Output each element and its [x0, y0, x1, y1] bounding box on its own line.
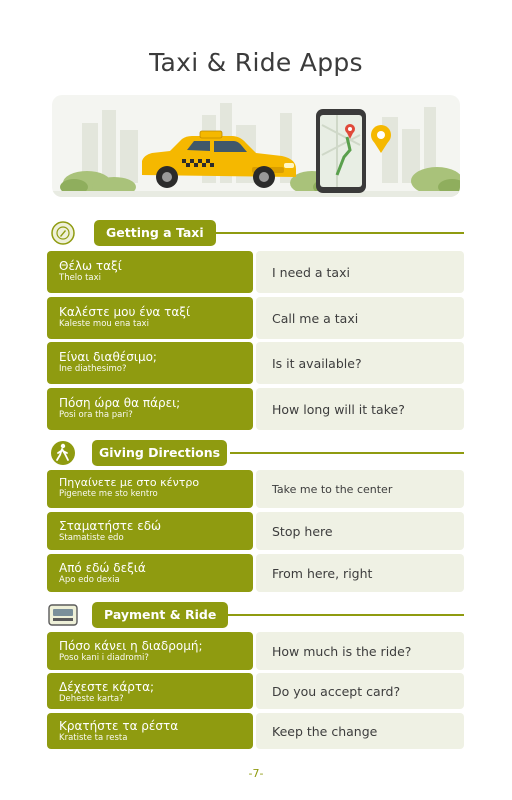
greek-phrase-card — [47, 512, 253, 550]
compass-icon — [46, 220, 80, 246]
phrase-row — [47, 470, 464, 508]
section-title: Getting a Taxi — [94, 220, 216, 246]
greek-phrase: Πηγαίνετε με στο κέντρο — [59, 476, 200, 489]
greek-phrase-card — [47, 470, 253, 508]
english-translation: Take me to the center — [256, 470, 464, 508]
transliteration: Posi ora tha pari? — [59, 410, 133, 420]
transliteration: Apo edo dexia — [59, 575, 120, 585]
phrase-row — [47, 388, 464, 430]
greek-phrase-card — [47, 251, 253, 293]
greek-phrase-card — [47, 342, 253, 384]
transliteration: Stamatiste edo — [59, 533, 124, 543]
english-translation: Is it available? — [256, 342, 464, 384]
transliteration: Kratiste ta resta — [59, 733, 128, 743]
greek-phrase: Είναι διαθέσιμο; — [59, 350, 157, 364]
city-taxi-map-illustration — [52, 95, 460, 197]
section-divider — [230, 452, 464, 454]
greek-phrase: Πόση ώρα θα πάρει; — [59, 396, 181, 410]
greek-phrase-card — [47, 713, 253, 749]
greek-phrase-card — [47, 554, 253, 592]
page-title: Taxi & Ride Apps — [149, 48, 363, 77]
taxi-illustration — [52, 95, 460, 197]
english-translation: How much is the ride? — [256, 632, 464, 670]
greek-phrase: Σταματήστε εδώ — [59, 519, 162, 533]
section-header-giving-directions — [46, 440, 464, 466]
greek-phrase: Κρατήστε τα ρέστα — [59, 719, 179, 733]
phrase-row — [47, 342, 464, 384]
transliteration: Thelo taxi — [59, 273, 102, 283]
transliteration: Poso kani i diadromi? — [59, 653, 149, 663]
english-translation: I need a taxi — [256, 251, 464, 293]
phrase-row — [47, 251, 464, 293]
transliteration: Ine diathesimo? — [59, 364, 127, 374]
phrase-row — [47, 297, 464, 339]
transliteration: Pigenete me sto kentro — [59, 489, 158, 499]
greek-phrase: Δέχεστε κάρτα; — [59, 680, 155, 694]
greek-phrase-card — [47, 297, 253, 339]
section-divider — [216, 232, 464, 234]
greek-phrase: Από εδώ δεξιά — [59, 561, 146, 575]
english-translation: Call me a taxi — [256, 297, 464, 339]
card-reader-icon — [46, 602, 80, 628]
greek-phrase: Καλέστε μου ένα ταξί — [59, 305, 191, 319]
greek-phrase-card — [47, 632, 253, 670]
greek-phrase-card — [47, 673, 253, 709]
english-translation: How long will it take? — [256, 388, 464, 430]
english-translation: Keep the change — [256, 713, 464, 749]
page-number: -7- — [248, 767, 264, 780]
section-title: Giving Directions — [92, 440, 227, 466]
english-translation: From here, right — [256, 554, 464, 592]
section-header-payment-and-ride — [46, 602, 464, 628]
transliteration: Deheste karta? — [59, 694, 124, 704]
phrase-row — [47, 512, 464, 550]
english-translation: Stop here — [256, 512, 464, 550]
greek-phrase: Πόσο κάνει η διαδρομή; — [59, 639, 203, 653]
phrase-row — [47, 554, 464, 592]
walking-person-icon — [46, 440, 80, 466]
section-divider — [228, 614, 464, 616]
phrase-row — [47, 713, 464, 749]
phrase-row — [47, 673, 464, 709]
greek-phrase-card — [47, 388, 253, 430]
section-title: Payment & Ride — [92, 602, 228, 628]
greek-phrase: Θέλω ταξί — [59, 259, 122, 273]
transliteration: Kaleste mou ena taxi — [59, 319, 149, 329]
section-header-getting-a-taxi — [46, 220, 464, 246]
phrase-row — [47, 632, 464, 670]
english-translation: Do you accept card? — [256, 673, 464, 709]
